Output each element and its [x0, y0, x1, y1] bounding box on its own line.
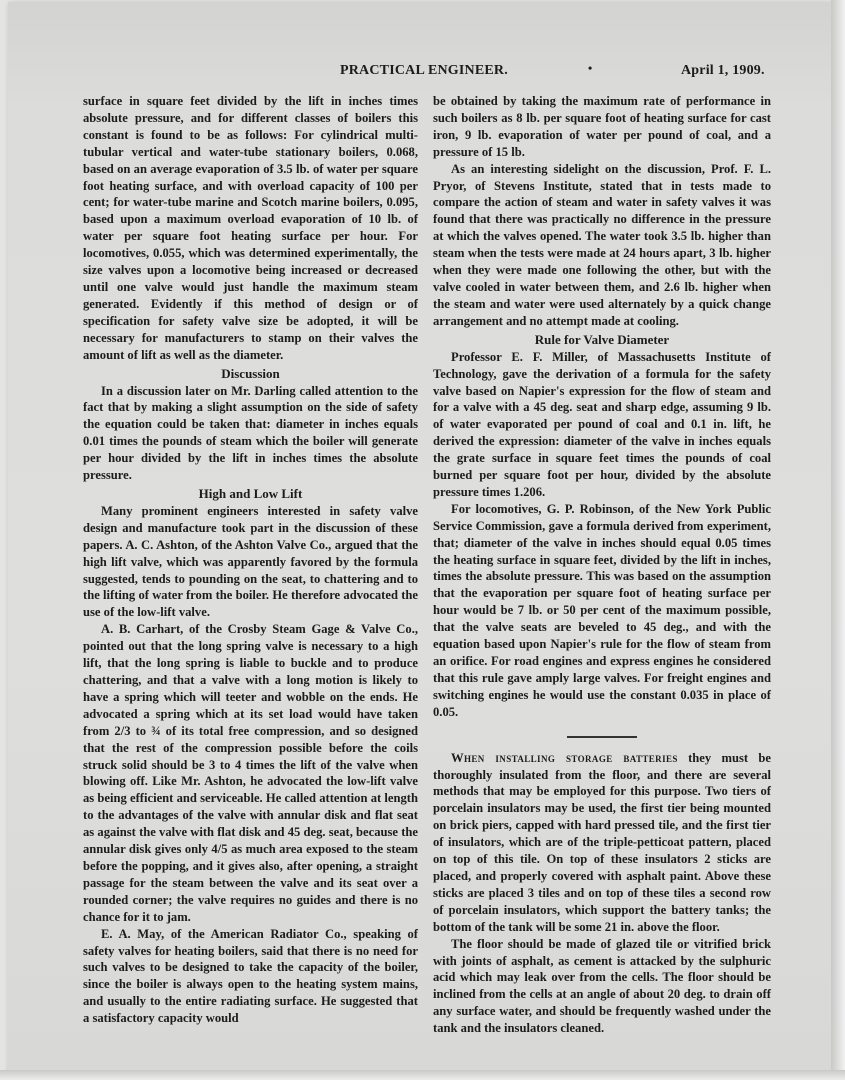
page-edge-bottom: [0, 1070, 845, 1080]
paragraph: surface in square feet divided by the lift in inches times absolute pressure, and for different classes of boilers this constant is found to be as follows: For cylindrical multi-tubular vertical and water-tube stationary boilers, 0.068, based on an average evaporation of 3.5 lb. of water per square foot heating surface, and with overload capacity of 100 per cent; for water-tube marine and Scotch marine boilers, 0.095, based upon a maximum overload evaporation of 10 lb. of water per square foot heating surface per hour. For locomotives, 0.055, which was determined experimentally, the size valves upon a locomotive being increased or decreased until one valve would just handle the maximum steam generated. Evidently if this method of design or of specification for safety valve size be adopted, it will be necessary for manufacturers to stamp on their valves the amount of lift as well as the diameter.: [83, 94, 418, 362]
header-separator: •: [588, 61, 593, 75]
section-heading-rule-valve-diameter: Rule for Valve Diameter: [534, 331, 670, 347]
paragraph: be obtained by taking the maximum rate of performance in such boilers as 8 lb. per square foot of heating surface for cast iron, 9 lb. evaporation of water per pound of coal, and a pressure of 15 lb.: [433, 94, 771, 159]
left-column: [83, 93, 418, 1027]
paragraph: E. A. May, of the American Radiator Co., speaking of safety valves for heating boilers, said that there is no need for such valves to be designed to take the capacity of the boiler, since the boiler is always open to the heating system mains, and usually to the entire radiating surface. He suggested that a satisfactory capacity would: [83, 926, 418, 1026]
paragraph: A. B. Carhart, of the Crosby Steam Gage & Valve Co., pointed out that the long spring valve is necessary to a high lift, that the long spring is liable to buckle and to produce chattering, and that a valve with a long motion is likely to have a spring which will teeter and wobble on the ends. He advocated a spring which at its set load would have taken from 2/3 to ¾ of its total free compression, and so designed that the rest of the compression possible before the coils struck solid should be 3 to 4 times the lift of the valve when blowing off. Like Mr. Ashton, he advocated the low-lift valve as being efficient and serviceable. He called attention at length to the advantages of the valve with annular disk and flat seat as against the valve with flat disk and 45 deg. seat, because the annular disk gives only 4/5 as much area exposed to the steam before the popping, and it gives also, after opening, a straight passage for the steam between the valve and its seat over a rounded corner; the valve requires no guides and there is no chance for it to jam.: [83, 622, 418, 924]
paragraph: In a discussion later on Mr. Darling called attention to the fact that by making a slight assumption on the side of safety the equation could be taken that: diameter in inches equals 0.01 times the pounds of steam which the boiler will generate per hour divided by the lift in inches times the absolute pressure.: [83, 383, 418, 483]
paragraph: For locomotives, G. P. Robinson, of the New York Public Service Commission, gave a formula derived from experiment, that; diameter of the valve in inches should equal 0.05 times the heating surface in square feet, divided by the lift in inches, times the absolute pressure. This was based on the assumption that the evaporation per square foot of heating surface per hour would be 7 lb. or 50 per cent of the maximum possible, that the valve seats are beveled to 45 deg., and with the equation based upon Napier's rule for the flow of steam from an orifice. For road engines and express engines he considered that this rule gave amply large valves. For freight engines and switching engines he would use the constant 0.035 in place of 0.05.: [433, 501, 771, 719]
small-caps-lead: When installing storage batteries: [451, 750, 678, 765]
paragraph-text: they must be thoroughly insulated from the floor, and there are several methods that may be employed for this purpose. Two tiers of porcelain insulators may be used, the first tier being mounted on brick piers, capped with hard pressed tile, and the first tier of insulators, which are of the triple-petticoat pattern, placed on top of this tile. On top of these insulators 2 sticks are placed, and properly covered with asphalt paint. Above these sticks are placed 3 tiles and on top of these tiles a second row of porcelain insulators, which support the battery tanks; the bottom of the tank will be some 21 in. above the floor.: [433, 750, 772, 934]
paragraph: The floor should be made of glazed tile or vitrified brick with joints of asphalt, as cement is attacked by the sulphuric acid which may leak over from the cells. The floor should be inclined from the cells at an angle of about 20 deg. to drain off any surface water, and should be frequently washed under the tank and the insulators cleaned.: [433, 936, 771, 1036]
right-column: [433, 93, 771, 1037]
section-divider: [567, 736, 637, 738]
page-edge-right: [831, 0, 845, 1080]
paragraph: Many prominent engineers interested in safety valve design and manufacture took part in the discussion of these papers. A. C. Ashton, of the Ashton Valve Co., argued that the high lift valve, which was apparently favored by the formula suggested, tends to pounding on the seat, to chattering and to the lifting of water from the boiler. He therefore advocated the use of the low-lift valve.: [83, 503, 418, 620]
paragraph: [433, 750, 771, 936]
paragraph: As an interesting sidelight on the discussion, Prof. F. L. Pryor, of Stevens Institute, stated that in tests made to compare the action of steam and water in safety valves it was found that there was practically no difference in the pressure at which the valves opened. The water took 3.5 lb. higher than steam when the tests were made at 24 hours apart, 3 lb. higher when they were made one following the other, but with the valve cooled in water between them, and 2.6 lb. higher when the steam and water were used alternately by a quick change arrangement and no attempt made at cooling.: [433, 161, 771, 328]
paragraph: Professor E. F. Miller, of Massachusetts Institute of Technology, gave the derivation of a formula for the safety valve based on Napier's expression for the flow of steam and for a valve with a 45 deg. seat and sharp edge, assuming 9 lb. of water evaporated per pound of coal and 0.1 in. lift, he derived the expression: diameter of the valve in inches equals the grate surface in square feet times the pounds of coal burned per square foot per hour, divided by the absolute pressure times 1.206.: [433, 349, 771, 499]
section-heading-high-low-lift: High and Low Lift: [198, 485, 303, 501]
publication-title: PRACTICAL ENGINEER.: [340, 63, 508, 78]
issue-date: April 1, 1909.: [681, 63, 765, 78]
running-header: [0, 63, 845, 83]
section-heading-discussion: Discussion: [221, 365, 280, 381]
